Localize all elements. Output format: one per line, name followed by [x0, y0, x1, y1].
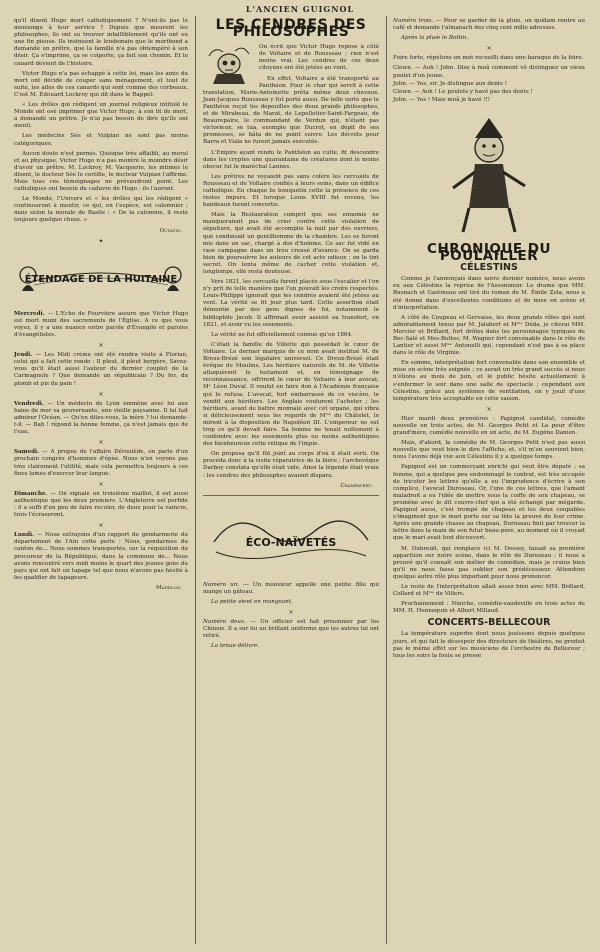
banner-title: ÉTENDAGE DE LA HUITAINE	[24, 273, 178, 285]
section-title: CHRONIQUE DU POULAILLER	[427, 240, 551, 265]
skull-urn-illustration	[203, 44, 255, 88]
entry-saturday: Samedi. — A propos de l'affaire Déroulède, on parle d'un prochain congrès d'hommes d'épée. Nous n'en voyons pas très clairement l'utilité, mais cela permettra toujours à ces fines lames d'exercer leur langue.	[14, 449, 188, 477]
etendage-banner	[16, 251, 186, 301]
column-1	[14, 18, 188, 942]
entry-thursday: Jeudi. — Les Midi crème ont été rendra visite à Florian, celui qui a fait cette rondo : Il pleut, il pleut bergère, Savez-vous qu'il était aussi l'auteur du dernier couplet de la Carmagnole ? Que demande un républicain ? Du fer, du plomb et pis du pain !	[14, 352, 189, 387]
running-header: L'ANCIEN GUIGNOL	[245, 4, 355, 14]
article-text: On proposa qu'il fût joint au corps d'où il était sorti. On procéda donc à la visite réparatrice de la bière ; l'archevêque Darboy constata qu'elle était vide. Ainsi la légende était vraie : les cendres des philosophes avaient disparu.	[203, 451, 379, 479]
note-item: Numéro deux. — Un officier est fait prisonnier par les Chinois. Il a sur lui un brillant uniforme que les autres lui ont retiré.	[203, 619, 379, 640]
divider	[203, 495, 379, 496]
guignol-illustration	[393, 108, 585, 240]
article-title: LES CENDRES DES PHILOSOPHES	[215, 17, 367, 41]
review-text: A côté de Coupeau et Gervaise, les deux grands rôles qui sont admirablement tenus par M. Jalabert et Mᵐᵉ Déda, je citerai MM. Mercier et Brillard, fort drôles dans les personnages typiques de Bec-Salé et Mes-Bottes, M. Wagner fort convenable dans le rôle de Lantier et aussi Mᵐᵉ Antonelli qui, cependant n'est pas à sa place dans le rôle de Virginie.	[393, 314, 585, 357]
article-text: L'Empire ayant rendu le Panthéon au culte, fit descendre dans les cryptes une quarantaine de créatures dont le moins obscur fut le maréchal Lannes.	[203, 149, 379, 170]
dialog-line: Clown. — Aoh ! John. Dise à moâ comment vô distinguez un vieux poulet d'un jeune.	[393, 65, 585, 79]
separator: ×	[98, 342, 104, 350]
dialog-line: John. — Yes, sir. Je distingue aux dents !	[393, 80, 507, 87]
article-text: C'était la famille de Villette qui possédait le cœur de Voltaire. Le dernier marquis de ce nom avait institué M. de Breux-Brézé son légataire universel. Ce Dreux-Brézé était évêque de Moulins. Les héritiers naturels de M. de Villette attaquèrent le testament et, en témoignage de reconnaissance, offrirent le cœur de Voltaire à leur avocat, Mᵉ Léon Duval. Il voulut en faire don à l'Académie française qui le refusa. L'avocat, fort embarrassé de ce viscère, le vendit aux héritiers. Les Anglais voulurent l'acheter ; les héritiers, avant de battre monnaie avec cet organe, qui vibra si délicieusement sous les regards de Mᵐᵉ du Châtelet, le mirent à la disposition de Napoléon III. L'empereur ne sut trop ce qu'il devait faire. Sa femme ne tenait nullement à confondre avec les ossements plus ou moins authentiques des bienheureux cette relique de l'impie.	[203, 341, 379, 448]
article-text: En effet, Voltaire a été transporté au Panthéon. Pour le char qui servit à cette translation, Marie-Antoinette prêta même deux chevaux. Jean-Jacques Rousseau y fut porté aussi. De telle sorte que le Panthéon reçut les dépouilles des deux grands philosophes, et de Mirabeau, de Marat, de Lepelletier-Saint-Fargeau, de Beaurepaire, le commandant de Verdun qui, n'étant pas victorieux, se tua, exemple que Ducrot, en dépit de ses promesses, se hâta de ne point suivre. Les décrets pour Barra et Viala ne furent jamais exécutés.	[203, 75, 379, 146]
review-text: En somme, interprétation fort convenable dans son ensemble et mise en scène très soignée ; ce serait un très grand succès si nous n'étions au mois de juin, et le public hésite actuellement à s'enfermer le soir dans une salle de spectacle ; cependant aux Célestins, grâce aux systèmes de ventilation, on y jouit d'une température très acceptable en cette saison.	[393, 360, 585, 402]
review-text: M. Dubreuil, qui remplace ici M. Dessey, faisait sa première apparition sur notre scène, dans le rôle de Duroseau ; il nous a prouvé qu'il connaît son métier de comédien, mais je crains bien qu'il ne nous fasse pas oublier son prédécesseur. Attendons quelque autre rôle plus important pour nous prononcer.	[393, 545, 585, 580]
subsection-heading: CÉLESTINS	[460, 262, 518, 274]
review-text: La température superbe dont nous jouissons depuis quelques jours, et qui fait le désespoir des directeurs de théâtres, ne produit pas le même effet sur les musiciens de l'orchestre de Bellecour ; tous les soirs la foule se presse	[393, 631, 585, 659]
separator: ×	[98, 522, 104, 530]
article-text: Victor Hugo n'a pas échappé à cette loi, mais les amis du mort ont décidé de couper sans ménagement, et tout de suite, les ailes de ces canards qui sont comme des corbeaux. C'est M. Édouard Lockroy qui dit dans le Rappel:	[14, 70, 188, 98]
review-text: Mais, d'abord, la comédie de M. Georges Petit n'est pas aussi nouvelle que veut bien le dire l'affiche, et, s'il m'en souvient bien, nous l'avons déjà vue aux Célestins il y a quelque temps.	[393, 440, 585, 461]
entry-sunday: Dimanche. — On signale un troisième maillot, il est aussi authentique que les deux premiers. L'Angleterre est perfide : il a suffi d'un peu de faire reculer, de deux pour la vaincre, trois l'écraseront.	[14, 490, 189, 519]
dialog-intro: Foire forte, répétons un mot recueilli dans une baraque de la foire.	[393, 55, 584, 62]
separator: ×	[98, 480, 104, 488]
review-text: Prochainement : Niniche, comédie-vaudeville en trois actes de MM. H. Hennequin et Albert Millaud.	[393, 601, 585, 615]
subsection-heading: CONCERTS-BELLECOUR	[427, 617, 551, 629]
separator: ×	[98, 390, 104, 398]
review-text: Hier mardi deux premières : Papignol candidat, comédie nouvelle en trois actes, de M. Georges Petit et La peur d'être grand'mère, comédie nouvelle en un acte, de M. Eugène Danien.	[393, 415, 585, 437]
note-caption: La petite vient en mangeant.	[211, 598, 293, 605]
article-text: « Les drôles qui rédigent un journal religieux intitulé le Monde ont osé imprimer que Victor Hugo, à son lit de mort, a demandé un prêtre. Je n'ai pas besoin de dire qu'ils ont menti.	[14, 102, 188, 130]
separator: ×	[98, 439, 104, 447]
article-text: La vérité ne fut officiellement connue qu'en 1864.	[211, 331, 353, 338]
article-text: Le Monde, l'Univers et « les drôles qui les rédigent » continueront à mentir, ce qui, en l'espèce, est calomnier ; mais selon la morale de Basile : « De la calomnie, il reste toujours quelque chose. »	[14, 196, 188, 224]
review-text: Papignol est un commerçant enrichi qui veut être député ; sa femme, qui a quelque peu endommagé le contrat, est très occupée de tricoter les lettres qu'elle a eu l'imprudence d'écrire à son complice, l'avocat Duroseau. Or, l'une de ces lettres, que l'amant maladroit a eu l'idée de mettre sous la coiffe de son chapeau, se promène avec le dit couvre-chef qui a été échangé par mégarde. Papignol aussi, c'est trompé de chapeau et les deux coupables s'imaginent que le mari porte sur sa tête la preuve de leur crime. Après une grande chasse au chapeau, Duroseau finit par trouver la lettre dans la main de son futur beau-père, au moment où il croyait que le mari avait tout découvert.	[393, 464, 585, 542]
article-text: qu'il disent Hugo mort catholiquement ? N'ont-ils pas le mensonge à leur service ? Depuis que meurent les philosophes, ils ont su trouver infailliblement qu'ils ont eu une fin pieuse. Ils insinuent le lendemain que le moribond a demandé un prêtre, que la famille n'a pas obtempéré à son désir. Ça s'imprime, ça se colporte, ça fait son chemin. Et le canard devient de l'histoire.	[14, 18, 188, 67]
article-text: Les médecins Sée et Vulpian ne sont pas moins catégoriques.	[14, 133, 188, 147]
dialog-line: Clown. — Aoh ! Le poulets y havé pas des dents !	[393, 88, 533, 95]
article-text: Vers 1821, les cercueils furent placés sous l'escalier et l'on n'y prit de telle manière que l'on pouvait les croire respectés. Louis-Philippe ignorait que les cendres avaient été jetées au vent. La vérité se fit jour plus tard. Cette assertion était démentie par des gens dignes de foi, notamment le bibliophile Jacob. Il affirmait avoir assisté au transfert, en 1821, et avoir vu les ossements.	[203, 279, 379, 328]
note-caption: La tenue délivre.	[211, 643, 260, 650]
note-caption: Après la pluie le Bottin.	[401, 35, 469, 42]
entry-friday: Vendredi. — Un médecin de Lyon emmène avec lui aux bains de mer sa gouvernante, une vieille paysanne. Il lui fait admirer l'Océan. — Qu'en dites-vous, la mère ? lui demande-t-il. — Bah ! répond la bonne femme, ça n'est jamais que de l'eau.	[14, 400, 188, 436]
naivetes-banner	[206, 502, 376, 572]
column-2	[203, 18, 379, 942]
dialog	[393, 65, 585, 103]
column-rule-1	[195, 16, 196, 944]
column-rule-2	[386, 16, 387, 944]
article-text: On écrit que Victor Hugo repose à côté de Voltaire et de Rousseau ; rien n'est moins vrai. Les cendres de ces deux citoyens ont été jetées au vent.	[259, 44, 379, 72]
separator: ×	[288, 609, 294, 616]
review-text: Le reste de l'interprétation allait assez bien avec MM. Brillard, Collard et Mᵐᵉ de Villers.	[393, 583, 585, 598]
article-text: Mais la Restauration comprit que ses ennemis ne manqueraient pas de crier contre cette violation de sépulture, qui avait été accomplie la nuit par des ouvriers, que conduisait un gentilhomme de la chambre. Les os furent mis dans un sac, chargé à dos d'homme. Ce sac fut vidé en rase campagne dans un trou creusé d'avance. On se garda bien de poursuivre les auteurs de cet acte odieux ; on le tint secret. On tenta même de cacher cette violation et, longtemps, elle resta douteuse.	[203, 212, 379, 275]
entry-monday: Lundi. — Nous extrayons d'un rapport de gendarmerie du département de l'Ain cette perle : Nous, gendarmes du canton de... Nous sommes transportés, sur la réquisition du procureur de la République, dans la commune de... Nous avons rencontré vers midi moins le quart des jeunes gens du pays qui ont fait un tapage tel que nous n'avons pas hésité à les qualifier de tapageurs.	[14, 532, 188, 581]
review-text: Comme je l'annonçais dans notre dernier numéro, nous avons eu aux Célestins la reprise de l'Assommoir. Le drame que MM. Busnach et Gastineau ont tiré du roman de M. Émile Zola, nous a été donné dans d'excellentes conditions et de mise en scène et d'interprétation.	[393, 276, 585, 311]
dialog-line: John. — Yes ! Mais moâ je havé !!!	[393, 96, 490, 103]
separator: ×	[486, 405, 492, 413]
signature: Octavio.	[159, 227, 182, 234]
signature: Madelon.	[156, 584, 182, 591]
article-text: Aucun doute n'est permis. Quoique très affaibli, au moral et au physique, Victor Hugo n'a pas montré le moindre désir d'avoir un prêtre. M. Lockroy, M. Vacquerie, les intimes le disent, le docteur Sée le certifie, le docteur Vulpian l'affirme. Mais tous ces témoignages ne prévaudront point. Les catholiques ont besoin du cadavre de Hugo : ils l'auront.	[14, 150, 188, 193]
banner-title: ÉCO-NAÏVETÉS	[245, 535, 337, 549]
article-text: Les prêtres ne voyaient pas sans colère les cercueils de Rousseau et de Voltaire confiés à leurs soins, dans un édifice catholique. En chaque lis bouquetin cette la présence de ces restes impurs. Et lorsque Louis XVIII fut revenu, les bandeaux furent convertis.	[203, 173, 379, 209]
entry-wednesday: Mercredi. — L'Echo de Fourvière assure que Victor Hugo est mort muni des sacrements de l'Église. A ce que vous voyez, il y a une nuance entre parole d'Évangile et paroles d'évangélistes.	[14, 310, 189, 338]
separator: ×	[486, 45, 492, 53]
note-item: Numéro trois. — Pour se garder de la pluie, un quidam rentre au café et demande l'almanach des cinq cent mille adresses.	[393, 18, 585, 32]
note-item: Numéro un. — Un monsieur appelle une petite fille qui mange un gâteau.	[203, 581, 379, 595]
column-3	[393, 18, 585, 942]
signature: Crampavert.	[340, 482, 373, 489]
separator: ✦	[98, 237, 104, 245]
